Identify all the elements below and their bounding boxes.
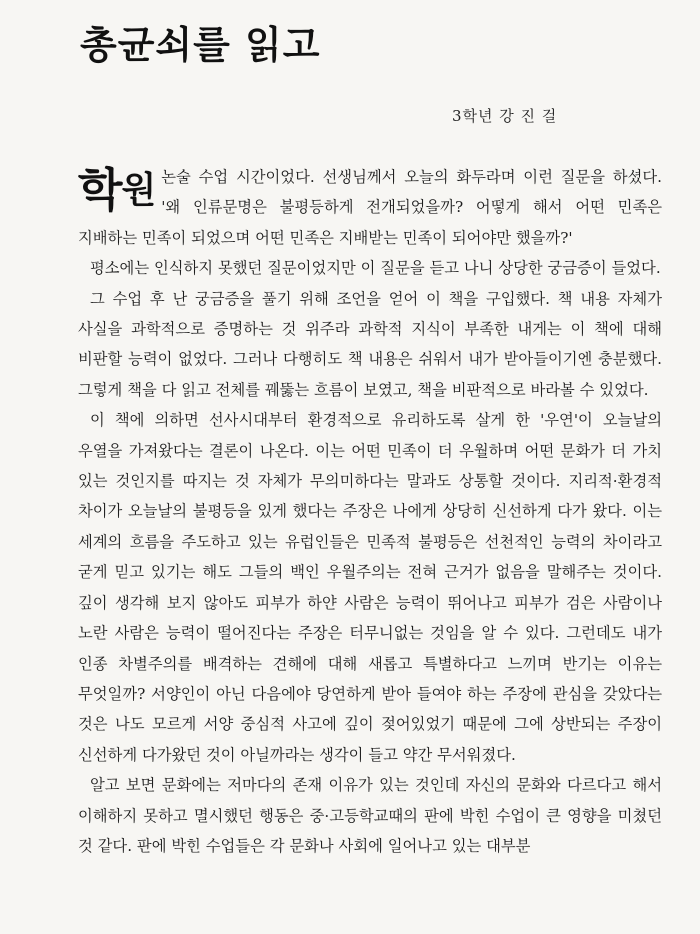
drop-cap	[78, 164, 155, 220]
paragraph-1	[78, 162, 662, 253]
paragraph-3: 그 수업 후 난 궁금증을 풀기 위해 조언을 얻어 이 책을 구입했다. 책 내용 자체가 사실을 과학적으로 증명하는 것 위주라 과학적 지식이 부족한 내게는 이 책에 대해 비판할 능력이 없었다. 그러나 다행히도 책 내용은 쉬워서 내가 받아들이기엔 충분했다. 그렇게 책을 다 읽고 전체를 꿰뚫는 흐름이 보였고, 책을 비판적으로 바라볼 수 있었다.	[78, 289, 662, 399]
paragraph-2: 평소에는 인식하지 못했던 질문이었지만 이 질문을 듣고 나니 상당한 궁금증이 들었다.	[90, 259, 661, 278]
drop-cap-small: 원	[121, 169, 156, 211]
paragraph-4: 이 책에 의하면 선사시대부터 환경적으로 유리하도록 살게 한 '우연'이 오늘날의 우열을 가져왔다는 결론이 나온다. 이는 어떤 민족이 더 우월하며 어떤 문화가 더 가치 있는 것인지를 따지는 것 자체가 무의미하다는 말과도 상통할 것이다. 지리적·환경적 차이가 오늘날의 불평등을 있게 했다는 주장은 나에게 상당히 신선하게 다가 왔다. 이는 세계의 흐름을 주도하고 있는 유럽인들은 민족적 불평등은 선천적인 능력의 차이라고 굳게 믿고 있기는 해도 그들의 백인 우월주의는 전혀 근거가 없음을 말해주는 것이다. 깊이 생각해 보지 않아도 피부가 하얀 사람은 능력이 뛰어나고 피부가 검은 사람이나 노란 사람은 능력이 떨어진다는 주장은 터무니없는 것임을 알 수 있다. 그런데도 내가 인종 차별주의를 배격하는 견해에 대해 새롭고 특별하다고 느끼며 반기는 이유는 무엇일까? 서양인이 아닌 다음에야 당연하게 받아 들여야 하는 주장에 관심을 갖았다는 것은 나도 모르게 서양 중심적 사고에 깊이 젖어있었기 때문에 그에 상반되는 주장이 신선하게 다가왔던 것이 아닐까라는 생각이 들고 약간 무서워졌다.	[78, 411, 662, 764]
author-line: 3학년 강 진 걸	[452, 107, 558, 125]
paragraph-1-text: 논술 수업 시간이었다. 선생님께서 오늘의 화두라며 이런 질문을 하셨다. '왜 인류문명은 불평등하게 전개되었을까? 어떻게 해서 어떤 민족은 지배하는 민족이 되었으며 어떤 민족은 지배받는 민족이 되어야만 했을까?'	[78, 168, 662, 247]
essay-body	[78, 162, 662, 861]
paragraph-5: 알고 보면 문화에는 저마다의 존재 이유가 있는 것인데 자신의 문화와 다르다고 해서 이해하지 못하고 멸시했던 행동은 중·고등학교때의 판에 박힌 수업이 큰 영향을 미쳤던 것 같다. 판에 박힌 수업들은 각 문화나 사회에 일어나고 있는 대부분	[78, 776, 662, 855]
drop-cap-large: 학	[78, 163, 122, 217]
essay-title: 총균쇠를 읽고	[80, 22, 321, 67]
